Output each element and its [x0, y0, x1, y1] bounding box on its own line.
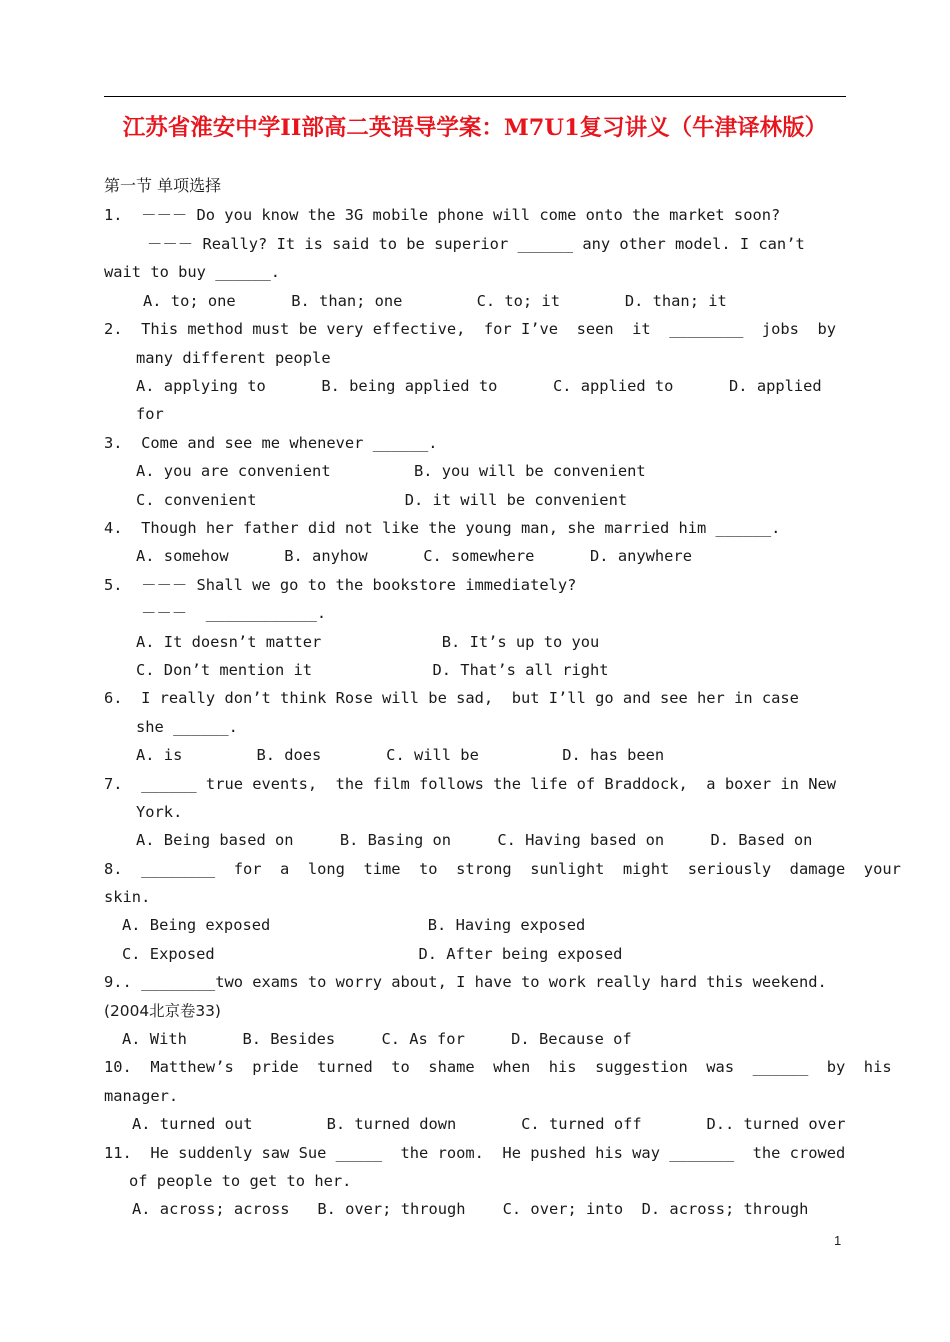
question-3-line-1: 3. Come and see me whenever ______.: [104, 434, 438, 452]
question-8-options-1: A. Being exposed B. Having exposed: [122, 916, 586, 934]
question-6-line-1: 6. I really don’t think Rose will be sad, but I’ll go and see her in case: [104, 689, 799, 707]
question-6-line-2: she ______.: [136, 718, 238, 736]
question-10-options: A. turned out B. turned down C. turned off D.. turned over: [132, 1115, 846, 1133]
question-10-line-1: 10. Matthew’s pride turned to shame when his suggestion was ______ by his: [104, 1058, 892, 1076]
question-11-line-2: of people to get to her.: [129, 1172, 352, 1190]
question-8-line-2: skin.: [104, 888, 151, 906]
question-2-options-wrap: for: [136, 405, 164, 423]
question-2-line-2: many different people: [136, 349, 331, 367]
question-9-options: A. With B. Besides C. As for D. Because of: [122, 1030, 632, 1048]
question-9-line-1: 9.. ________two exams to worry about, I have to work really hard this weekend.: [104, 973, 827, 991]
page-number: 1: [834, 1233, 842, 1248]
question-5-options-1: A. It doesn’t matter B. It’s up to you: [136, 633, 600, 651]
header-rule: [104, 96, 846, 97]
question-7-line-1: 7. ______ true events, the film follows the life of Braddock, a boxer in New: [104, 775, 837, 793]
question-4-line-1: 4. Though her father did not like the young man, she married him ______.: [104, 519, 781, 537]
question-1-options: A. to; one B. than; one C. to; it D. than; it: [143, 292, 727, 310]
section-heading: 第一节 单项选择: [104, 176, 222, 195]
question-1-line-2: －－－ Really? It is said to be superior ______ any other model. I can’t: [147, 235, 805, 253]
question-3-options-1: A. you are convenient B. you will be convenient: [136, 462, 646, 480]
question-5-line-1: 5. －－－ Shall we go to the bookstore immediately?: [104, 576, 577, 594]
question-7-options: A. Being based on B. Basing on C. Having based on D. Based on: [136, 831, 813, 849]
question-6-options: A. is B. does C. will be D. has been: [136, 746, 665, 764]
question-11-options: A. across; across B. over; through C. over; into D. across; through: [132, 1200, 809, 1218]
question-4-options: A. somehow B. anyhow C. somewhere D. anywhere: [136, 547, 692, 565]
question-1-line-1: 1. －－－ Do you know the 3G mobile phone will come onto the market soon?: [104, 206, 781, 224]
document-title: 江苏省淮安中学II部高二英语导学案：M7U1复习讲义（牛津译林版）: [122, 115, 828, 141]
question-5-line-2: －－－ ____________.: [141, 604, 327, 622]
question-9-source: (2004北京卷33): [104, 1002, 221, 1020]
question-11-line-1: 11. He suddenly saw Sue _____ the room. He pushed his way _______ the crowed: [104, 1144, 846, 1162]
question-7-line-2: York.: [136, 803, 183, 821]
question-10-line-2: manager.: [104, 1087, 179, 1105]
question-8-line-1: 8. ________ for a long time to strong sunlight might seriously damage your: [104, 860, 901, 878]
question-3-options-2: C. convenient D. it will be convenient: [136, 491, 628, 509]
question-5-options-2: C. Don’t mention it D. That’s all right: [136, 661, 609, 679]
question-2-line-1: 2. This method must be very effective, for I’ve seen it ________ jobs by: [104, 320, 837, 338]
question-1-line-3: wait to buy ______.: [104, 263, 281, 281]
question-8-options-2: C. Exposed D. After being exposed: [122, 945, 623, 963]
question-2-options: A. applying to B. being applied to C. applied to D. applied: [136, 377, 822, 395]
